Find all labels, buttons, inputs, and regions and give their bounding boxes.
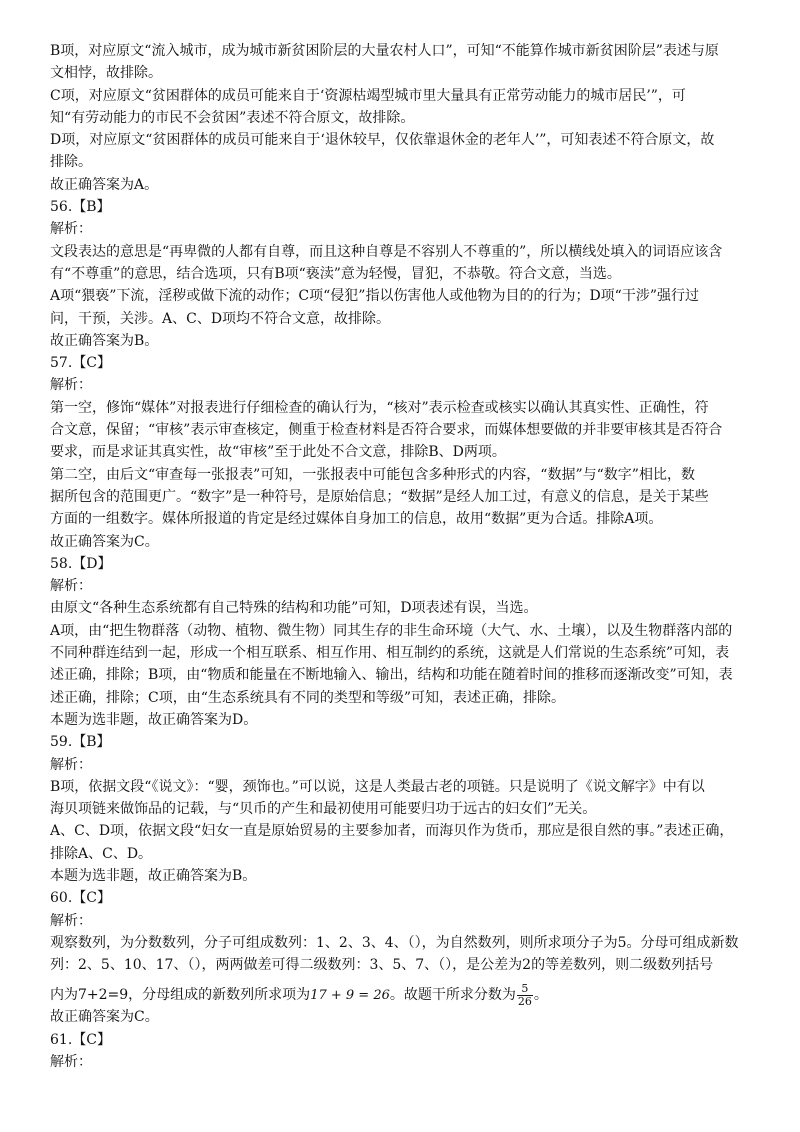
text-line: 第一空，修饰“媒体”对报表进行仔细检查的确认行为，“核对”表示检查或核实以确认其真实性、正确性，符 [50,399,709,416]
tail-line: 故正确答案为C。 [50,1009,159,1026]
fraction-numerator: 5 [517,983,533,996]
text-line: 57.【C】 [50,355,111,372]
text-line: 解析： [50,578,92,595]
document-page [50,40,762,1073]
text-line: 58.【D】 [50,555,112,572]
text-line: B项，对应原文“流入城市，成为城市新贫困阶层的大量农村人口”，可知“不能算作城市新贫困阶层”表述与原 [50,43,719,59]
text-line: 60.【C】 [50,890,111,907]
text-line: 排除A、C、D。 [50,845,153,862]
text-line: B项，依据文段“《说文》：“婴，颈饰也。”可以说，这是人类最古老的项链。只是说明了《说文解字》中有以 [50,778,705,795]
math-line-middle: 。故题干所求分数为 [389,987,516,1004]
text-line: 文段表达的意思是“再卑微的人都有自尊，而且这种自尊是不容别人不尊重的”，所以横线处填入的词语应该含 [50,243,723,260]
text-line: 本题为选非题，故正确答案为D。 [50,711,258,728]
text-line: 据所包含的范围更广。“数字”是一种符号，是原始信息；“数据”是经人加工过，有意义的信息，是关于某些 [50,488,709,505]
math-line-suffix: 。 [533,987,548,1004]
text-line: 列：2、5、10、17、（），两两做差可得二级数列：3、5、7、（），是公差为2的等差数列，则二级数列括号 [50,957,714,974]
tail-line: 61.【C】 [50,1031,111,1048]
text-line: 故正确答案为C。 [50,533,159,550]
text-line: 56.【B】 [50,199,111,216]
text-line: 述正确，排除；C项，由“生态系统具有不同的类型和等级”可知，表述正确，排除。 [50,689,566,706]
text-line: 第二空，由后文“审查每一张报表”可知，一张报表中可能包含多种形式的内容，“数据”与“数字”相比，数 [50,466,695,483]
text-line: 文相悖，故排除。 [50,65,162,82]
math-line-prefix: 内为7+2=9，分母组成的新数列所求项为 [50,987,311,1004]
answer-fraction [517,983,533,1006]
math-expression: 17 + 9 = 26 [310,988,390,1004]
text-line: 由原文“各种生态系统都有自己特殊的结构和功能”可知，D项表述有误，当选。 [50,600,538,617]
text-line: 解析： [50,221,92,238]
text-line: 59.【B】 [50,734,111,751]
text-line: C项，对应原文“贫困群体的成员可能来自于‘资源枯竭型城市里大量具有正常劳动能力的城市居民’”，可 [50,87,686,104]
text-line: 故正确答案为B。 [50,332,159,349]
text-line: 述正确，排除；B项，由“物质和能量在不断地输入、输出，结构和功能在随着时间的推移而逐渐改变”可知，表 [50,667,733,684]
text-line: 合文意，保留；“审核”表示审查核定，侧重于检查材料是否符合要求，而媒体想要做的并非要审核其是否符合 [50,422,723,439]
text-line: 要求，而是求证其真实性，故“审核”至于此处不合文意，排除B、D两项。 [50,444,506,461]
text-tail [50,1006,762,1073]
text-body [50,40,762,976]
text-line: 本题为选非题，故正确答案为B。 [50,867,257,884]
text-line: 故正确答案为A。 [50,176,159,193]
fraction-denominator: 26 [517,995,532,1007]
text-line: 观察数列，为分数数列，分子可组成数列：1、2、3、4、（），为自然数列，则所求项分子为5。分母可组成新数 [50,934,739,951]
text-line: 海贝项链来做饰品的记载，与“贝币的产生和最初使用可能要归功于远古的妇女们”无关。 [50,801,597,818]
text-line: 问，干预，关涉。A、C、D项均不符合文意，故排除。 [50,310,391,327]
math-line [50,976,762,1006]
text-line: 不同种群连结到一起，形成一个相互联系、相互作用、相互制约的系统，这就是人们常说的生态系统”可知，表 [50,645,730,662]
text-line: 知“有劳动能力的市民不会贫困”表述不符合原文，故排除。 [50,109,415,126]
text-line: A、C、D项，依据文段“妇女一直是原始贸易的主要参加者，而海贝作为货币，那应是很自然的事。”表述正确， [50,823,734,840]
text-line: A项“猥亵”下流，淫秽或做下流的动作；C项“侵犯”指以伤害他人或他物为目的的行为；D项“干涉”强行过 [50,288,699,305]
text-line: 解析： [50,912,92,929]
text-line: 排除。 [50,154,92,171]
text-line: D项，对应原文“贫困群体的成员可能来自于‘退休较早，仅依靠退休金的老年人’”，可知表述不符合原文，故 [50,132,715,149]
tail-line: 解析： [50,1054,92,1071]
text-line: 有“不尊重”的意思，结合选项，只有B项“亵渎”意为轻慢，冒犯，不恭敬。符合文意，当选。 [50,265,621,282]
text-line: 方面的一组数字。媒体所报道的肯定是经过媒体自身加工的信息，故用“数据”更为合适。排除A项。 [50,511,663,528]
text-line: A项，由“把生物群落（动物、植物、微生物）同其生存的非生命环境（大气、水、土壤），以及生物群落内部的 [50,622,733,639]
text-line: 解析： [50,756,92,773]
text-line: 解析： [50,377,92,394]
